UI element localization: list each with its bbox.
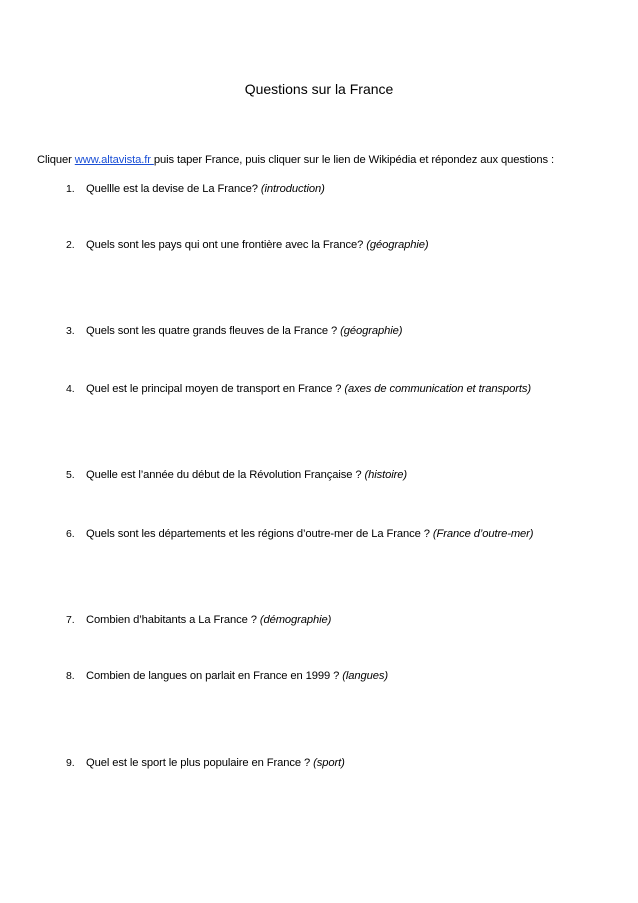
question-number: 5. <box>66 469 75 481</box>
question-hint: (histoire) <box>364 469 408 481</box>
question-number: 2. <box>66 239 75 251</box>
instructions-paragraph <box>37 153 627 167</box>
question-hint: (introduction) <box>260 183 325 195</box>
altavista-link[interactable]: www.altavista.fr <box>74 154 154 166</box>
question-5 <box>66 468 626 482</box>
question-text: Quels sont les départements et les régions d’outre-mer de La France ? <box>86 528 433 540</box>
question-text: Combien d’habitants a La France ? <box>86 614 260 626</box>
question-number: 4. <box>66 383 75 395</box>
question-hint: (axes de communication et transports) <box>344 383 531 395</box>
question-number: 3. <box>66 325 75 337</box>
question-text: Quelle est l’année du début de la Révolution Française ? <box>86 469 365 481</box>
question-hint: (langues) <box>342 670 388 682</box>
question-6 <box>66 527 626 541</box>
question-text: Quels sont les pays qui ont une frontière avec la France? <box>86 239 367 251</box>
question-3 <box>66 324 626 338</box>
question-number: 7. <box>66 614 75 626</box>
question-1 <box>66 182 626 196</box>
instructions-suffix: puis taper France, puis cliquer sur le lien de Wikipédia et répondez aux questions : <box>153 154 555 166</box>
question-text: Combien de langues on parlait en France en 1999 ? <box>86 670 343 682</box>
question-2 <box>66 238 626 252</box>
question-hint: (géographie) <box>340 325 403 337</box>
question-number: 6. <box>66 528 75 540</box>
question-number: 1. <box>66 183 75 195</box>
question-text: Quel est le principal moyen de transport en France ? <box>86 383 345 395</box>
question-8 <box>66 669 626 683</box>
question-text: Quel est le sport le plus populaire en France ? <box>86 757 314 769</box>
instructions-prefix: Cliquer <box>37 154 75 166</box>
question-hint: (démographie) <box>259 614 332 626</box>
question-hint: (géographie) <box>366 239 429 251</box>
question-number: 9. <box>66 757 75 769</box>
question-hint: (France d’outre-mer) <box>432 528 534 540</box>
question-hint: (sport) <box>313 757 345 769</box>
question-4 <box>66 382 626 396</box>
question-9 <box>66 756 626 770</box>
question-7 <box>66 613 626 627</box>
question-text: Quels sont les quatre grands fleuves de la France ? <box>86 325 341 337</box>
question-number: 8. <box>66 670 75 682</box>
question-text: Quellle est la devise de La France? <box>86 183 261 195</box>
page-title: Questions sur la France <box>244 81 394 97</box>
